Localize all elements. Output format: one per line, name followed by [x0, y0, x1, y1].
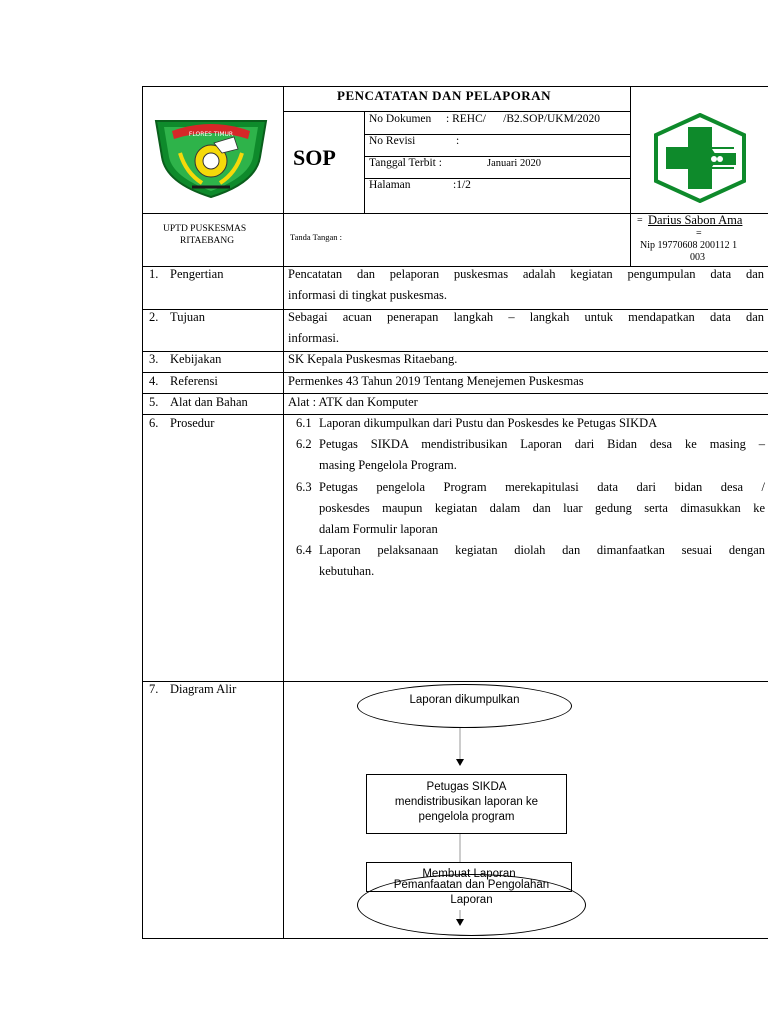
flow-step-report-label: Membuat Laporan: [422, 868, 516, 880]
no-dokumen-value: : REHC/ /B2.SOP/UKM/2020: [446, 113, 600, 125]
row-num-kebijakan: 3.: [149, 352, 159, 366]
row-num-referensi: 4.: [149, 374, 159, 388]
flow-step-distribute-line2: mendistribusikan laporan ke: [394, 796, 539, 808]
prosedur-item-line: masing Pengelola Program.: [319, 458, 457, 472]
referensi-text: Permenkes 43 Tahun 2019 Tentang Menejemen Puskesmas: [288, 374, 584, 388]
pengertian-text-line2: informasi di tingkat puskesmas.: [288, 288, 448, 302]
document-title: PENCATATAN DAN PELAPORAN: [337, 88, 551, 103]
prosedur-item-line: Laporan pelaksanaan kegiatan diolah dan dimanfaatkan sesuai dengan: [319, 543, 765, 557]
prosedur-item-line: Laporan dikumpulkan dari Pustu dan Poskesdes ke Petugas SIKDA: [319, 416, 658, 430]
prosedur-item-num: 6.2: [296, 437, 312, 451]
prosedur-item-line: dalam Formulir laporan: [319, 522, 438, 536]
flow-step-utilize: [357, 874, 586, 936]
svg-text:FLORES TIMUR: FLORES TIMUR: [188, 131, 234, 138]
row-label-kebijakan: Kebijakan: [170, 352, 222, 366]
flow-step-distribute: [366, 774, 567, 834]
flow-step-collect: [357, 684, 572, 728]
tanda-tangan-label: Tanda Tangan :: [290, 232, 342, 242]
flow-step-utilize-line1: Pemanfaatan dan Pengolahan: [393, 879, 550, 891]
flow-step-collect-label: Laporan dikumpulkan: [409, 694, 520, 706]
signatory-name: Darius Sabon Ama: [648, 213, 743, 227]
prosedur-item-line: Petugas SIKDA mendistribusikan Laporan dari Bidan desa ke masing –: [319, 437, 765, 451]
prosedur-item-num: 6.3: [296, 480, 312, 494]
halaman-value: :1/2: [453, 179, 471, 191]
kebijakan-text: SK Kepala Puskesmas Ritaebang.: [288, 352, 458, 366]
row-num-pengertian: 1.: [149, 267, 159, 281]
org-name-line1: UPTD PUSKESMAS: [163, 224, 247, 234]
prosedur-item-line: kebutuhan.: [319, 564, 375, 578]
tujuan-text-line1: Sebagai acuan penerapan langkah – langkah untuk mendapatkan data dan: [288, 310, 764, 324]
row-label-diagram: Diagram Alir: [170, 682, 237, 696]
flow-step-utilize-line2: Laporan: [450, 894, 493, 906]
tanggal-terbit-label: Tanggal Terbit :: [369, 157, 442, 169]
row-num-prosedur: 6.: [149, 416, 159, 430]
tujuan-text-line2: informasi.: [288, 331, 340, 345]
no-revisi-value: :: [456, 135, 460, 147]
signatory-eq-mid: =: [696, 228, 702, 239]
halaman-label: Halaman: [369, 179, 411, 191]
prosedur-item-num: 6.1: [296, 416, 312, 430]
tanggal-terbit-value: Januari 2020: [487, 158, 541, 169]
no-dokumen-label: No Dokumen: [369, 113, 432, 125]
prosedur-item-num: 6.4: [296, 543, 312, 557]
row-label-alat: Alat dan Bahan: [170, 395, 248, 409]
alat-text: Alat : ATK dan Komputer: [288, 395, 418, 409]
signatory-eq-prefix: =: [637, 215, 643, 226]
row-num-diagram: 7.: [149, 682, 159, 696]
pengertian-text-line1: Pencatatan dan pelaporan puskesmas adalah kegiatan pengumpulan data dan: [288, 267, 764, 281]
prosedur-item-line: poskesdes maupun kegiatan dalam dan luar gedung serta dimasukkan ke: [319, 501, 765, 515]
row-label-tujuan: Tujuan: [170, 310, 205, 324]
row-num-tujuan: 2.: [149, 310, 159, 324]
puskesmas-logo: [652, 113, 748, 203]
row-label-pengertian: Pengertian: [170, 267, 224, 281]
flow-step-distribute-line3: pengelola program: [418, 811, 515, 823]
regency-logo: [152, 113, 270, 199]
nip-line2: 003: [690, 252, 705, 263]
row-num-alat: 5.: [149, 395, 159, 409]
sop-label: SOP: [293, 145, 336, 170]
org-name-line2: RITAEBANG: [180, 236, 235, 246]
row-label-referensi: Referensi: [170, 374, 218, 388]
row-label-prosedur: Prosedur: [170, 416, 215, 430]
prosedur-item-line: Petugas pengelola Program merekapitulasi data dari bidan desa /: [319, 480, 765, 494]
no-revisi-label: No Revisi: [369, 135, 416, 147]
nip-line1: Nip 19770608 200112 1: [640, 240, 738, 251]
flow-step-distribute-line1: Petugas SIKDA: [426, 781, 507, 793]
